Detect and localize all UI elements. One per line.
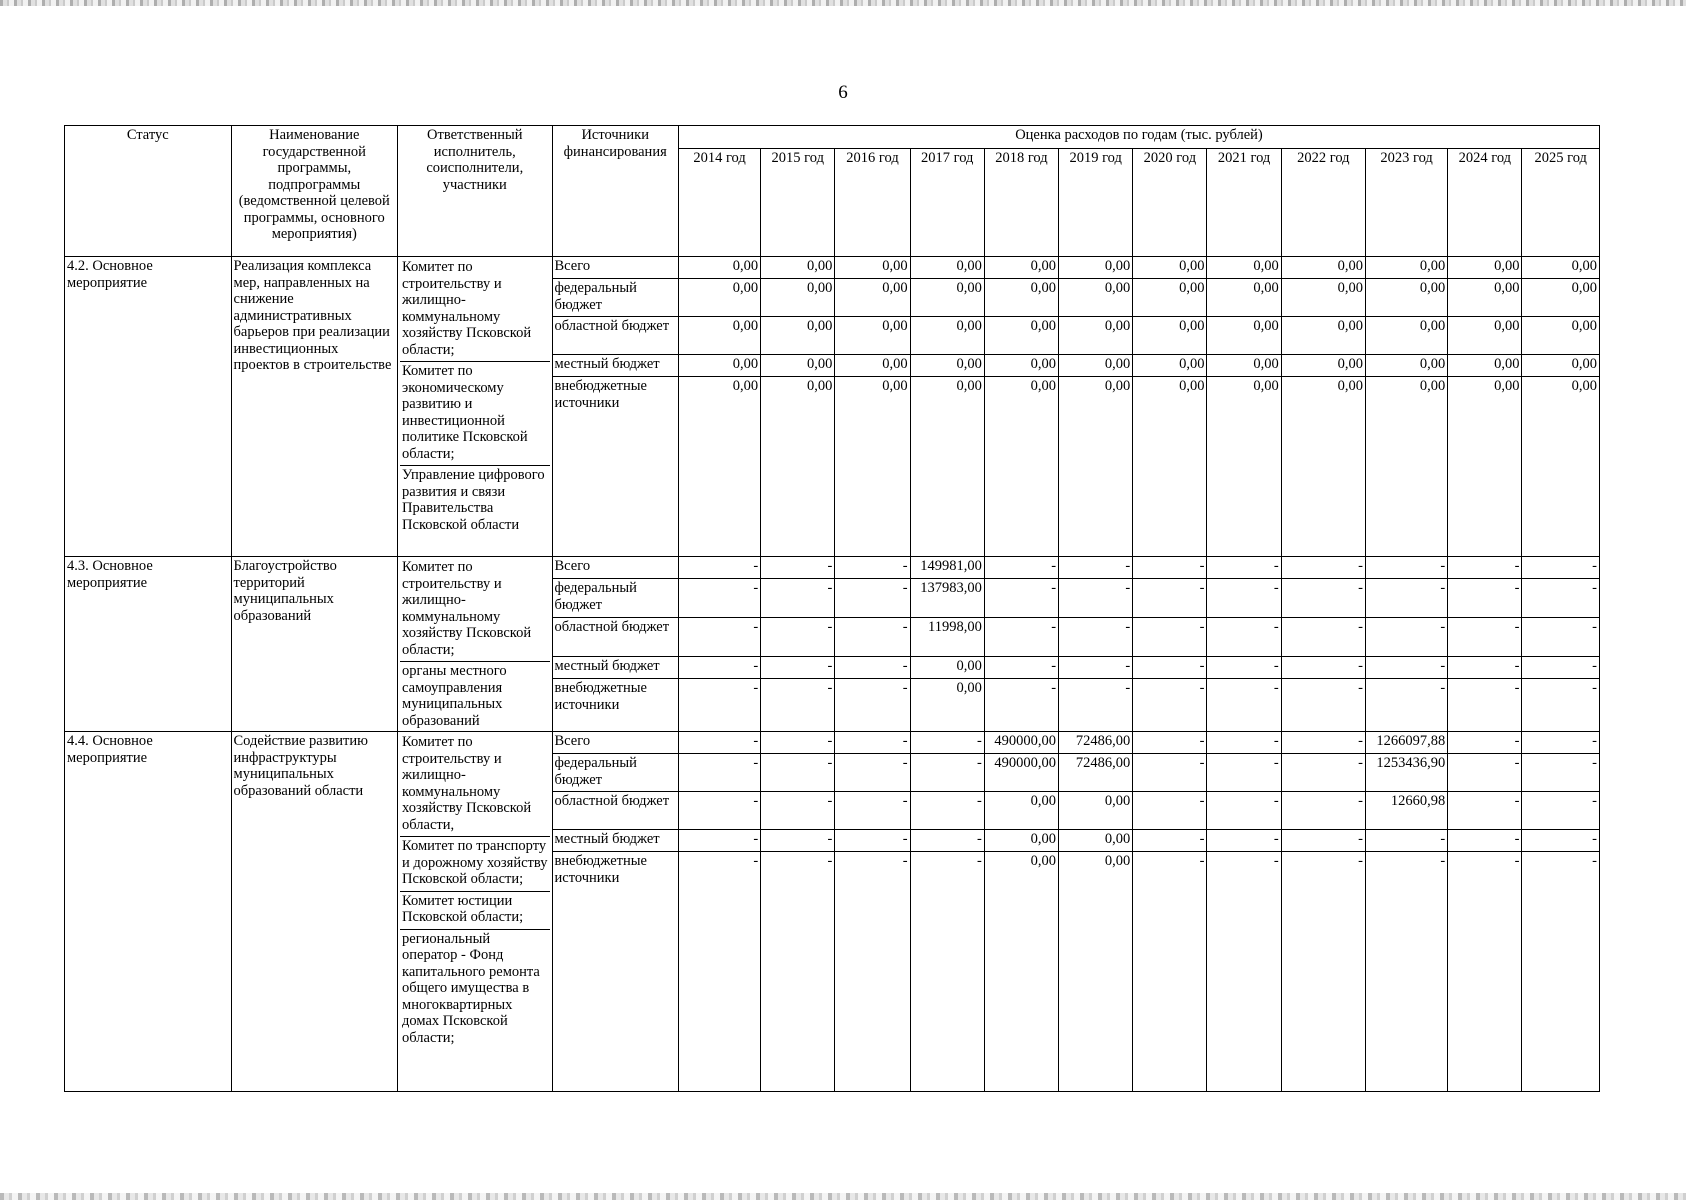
executor-cell: [398, 732, 552, 1092]
value-cell: -: [678, 732, 760, 754]
value-cell: -: [1448, 679, 1522, 732]
year-header: 2023 год: [1365, 149, 1447, 257]
value-cell: -: [910, 754, 984, 792]
value-cell: 0,00: [1059, 279, 1133, 317]
value-cell: 1266097,88: [1365, 732, 1447, 754]
year-header: 2021 год: [1207, 149, 1281, 257]
source-cell: областной бюджет: [552, 792, 678, 830]
header-row-top: [65, 126, 1600, 149]
value-cell: 0,00: [984, 257, 1058, 279]
value-cell: 0,00: [1059, 830, 1133, 852]
value-cell: 0,00: [835, 279, 910, 317]
value-cell: -: [910, 792, 984, 830]
value-cell: -: [1207, 792, 1281, 830]
executor-item: Комитет по транспорту и дорожному хозяйству Псковской области;: [400, 836, 549, 889]
value-cell: -: [761, 557, 835, 579]
value-cell: 0,00: [1059, 852, 1133, 1092]
value-cell: -: [1448, 618, 1522, 657]
value-cell: -: [678, 557, 760, 579]
value-cell: 0,00: [1059, 355, 1133, 377]
value-cell: -: [835, 618, 910, 657]
program-name-cell: Содействие развитию инфраструктуры муниципальных образований области: [231, 732, 398, 1092]
status-cell: 4.4. Основное мероприятие: [65, 732, 232, 1092]
value-cell: -: [761, 579, 835, 618]
year-header: 2016 год: [835, 149, 910, 257]
value-cell: 0,00: [678, 317, 760, 355]
value-cell: -: [910, 852, 984, 1092]
value-cell: -: [1059, 557, 1133, 579]
value-cell: 0,00: [1365, 317, 1447, 355]
value-cell: 0,00: [910, 377, 984, 557]
value-cell: 11998,00: [910, 618, 984, 657]
year-header: 2020 год: [1133, 149, 1207, 257]
value-cell: 0,00: [1207, 377, 1281, 557]
executor-item: Комитет по строительству и жилищно-коммунальному хозяйству Псковской области;: [402, 259, 532, 358]
value-cell: -: [984, 656, 1058, 678]
value-cell: 0,00: [1448, 279, 1522, 317]
value-cell: -: [1448, 852, 1522, 1092]
value-cell: 0,00: [1281, 355, 1365, 377]
value-cell: 0,00: [761, 355, 835, 377]
value-cell: 0,00: [761, 317, 835, 355]
value-cell: -: [1365, 679, 1447, 732]
value-cell: 0,00: [984, 355, 1058, 377]
value-cell: -: [835, 852, 910, 1092]
header-sources: Источники финансирования: [552, 126, 678, 257]
value-cell: -: [1281, 732, 1365, 754]
page-number: 6: [838, 82, 848, 103]
value-cell: -: [1207, 656, 1281, 678]
value-cell: 0,00: [761, 257, 835, 279]
value-cell: -: [1207, 618, 1281, 657]
value-cell: 0,00: [984, 279, 1058, 317]
value-cell: -: [678, 792, 760, 830]
value-cell: 0,00: [1448, 377, 1522, 557]
value-cell: 0,00: [835, 257, 910, 279]
value-cell: -: [1448, 579, 1522, 618]
value-cell: -: [1365, 852, 1447, 1092]
value-cell: -: [1133, 618, 1207, 657]
value-cell: -: [1522, 732, 1600, 754]
value-cell: -: [1059, 579, 1133, 618]
value-cell: 0,00: [910, 656, 984, 678]
value-cell: -: [1207, 557, 1281, 579]
header-estimate: Оценка расходов по годам (тыс. рублей): [678, 126, 1599, 149]
value-cell: -: [1522, 579, 1600, 618]
value-cell: -: [1207, 732, 1281, 754]
value-cell: -: [1281, 656, 1365, 678]
source-cell: местный бюджет: [552, 830, 678, 852]
source-cell: федеральный бюджет: [552, 579, 678, 618]
value-cell: 72486,00: [1059, 732, 1133, 754]
source-cell: областной бюджет: [552, 317, 678, 355]
source-cell: федеральный бюджет: [552, 754, 678, 792]
value-cell: -: [1448, 732, 1522, 754]
value-cell: 1253436,90: [1365, 754, 1447, 792]
value-cell: 0,00: [835, 355, 910, 377]
value-cell: -: [678, 754, 760, 792]
status-cell: 4.2. Основное мероприятие: [65, 257, 232, 557]
value-cell: -: [910, 830, 984, 852]
value-cell: -: [1522, 557, 1600, 579]
value-cell: -: [984, 557, 1058, 579]
value-cell: -: [761, 830, 835, 852]
value-cell: -: [1281, 830, 1365, 852]
value-cell: -: [1365, 557, 1447, 579]
program-name-cell: Реализация комплекса мер, направленных на снижение административных барьеров при реализации инвестиционных проектов в строительстве: [231, 257, 398, 557]
program-name-cell: Благоустройство территорий муниципальных образований: [231, 557, 398, 732]
source-cell: местный бюджет: [552, 355, 678, 377]
source-cell: областной бюджет: [552, 618, 678, 657]
value-cell: 0,00: [1059, 377, 1133, 557]
value-cell: -: [1059, 656, 1133, 678]
value-cell: 0,00: [1522, 377, 1600, 557]
value-cell: 0,00: [1207, 279, 1281, 317]
value-cell: 0,00: [1133, 355, 1207, 377]
value-cell: -: [984, 618, 1058, 657]
value-cell: -: [678, 618, 760, 657]
executor-item: Управление цифрового развития и связи Правительства Псковской области: [400, 465, 549, 534]
value-cell: -: [1365, 579, 1447, 618]
value-cell: -: [761, 792, 835, 830]
value-cell: 137983,00: [910, 579, 984, 618]
value-cell: 0,00: [910, 279, 984, 317]
value-cell: -: [761, 618, 835, 657]
value-cell: -: [1133, 754, 1207, 792]
header-program: Наименование государственной программы, подпрограммы (ведомственной целевой программы, основного мероприятия): [231, 126, 398, 257]
data-row: [65, 557, 1600, 579]
value-cell: 0,00: [1207, 355, 1281, 377]
value-cell: -: [1133, 732, 1207, 754]
value-cell: -: [835, 830, 910, 852]
value-cell: -: [984, 579, 1058, 618]
value-cell: -: [835, 656, 910, 678]
value-cell: 0,00: [910, 355, 984, 377]
value-cell: -: [1522, 754, 1600, 792]
value-cell: 0,00: [1281, 257, 1365, 279]
value-cell: 0,00: [984, 852, 1058, 1092]
value-cell: -: [1133, 656, 1207, 678]
source-cell: местный бюджет: [552, 656, 678, 678]
value-cell: -: [1133, 792, 1207, 830]
source-cell: внебюджетные источники: [552, 679, 678, 732]
source-cell: внебюджетные источники: [552, 377, 678, 557]
value-cell: 0,00: [678, 377, 760, 557]
value-cell: -: [1133, 679, 1207, 732]
value-cell: 0,00: [1365, 257, 1447, 279]
value-cell: 0,00: [835, 317, 910, 355]
value-cell: 0,00: [1448, 355, 1522, 377]
value-cell: -: [761, 656, 835, 678]
value-cell: -: [761, 732, 835, 754]
value-cell: -: [1207, 830, 1281, 852]
value-cell: -: [1365, 656, 1447, 678]
value-cell: -: [835, 579, 910, 618]
data-row: [65, 257, 1600, 279]
header-status: Статус: [65, 126, 232, 257]
value-cell: 0,00: [835, 377, 910, 557]
value-cell: -: [678, 830, 760, 852]
value-cell: 0,00: [984, 377, 1058, 557]
source-cell: Всего: [552, 557, 678, 579]
value-cell: -: [1522, 656, 1600, 678]
value-cell: -: [1133, 557, 1207, 579]
value-cell: 0,00: [984, 792, 1058, 830]
value-cell: -: [1448, 830, 1522, 852]
data-row: [65, 732, 1600, 754]
value-cell: 0,00: [1133, 279, 1207, 317]
value-cell: -: [678, 579, 760, 618]
year-header: 2014 год: [678, 149, 760, 257]
value-cell: 0,00: [1133, 317, 1207, 355]
year-header: 2017 год: [910, 149, 984, 257]
status-cell: 4.3. Основное мероприятие: [65, 557, 232, 732]
year-header: 2025 год: [1522, 149, 1600, 257]
executor-item: Комитет юстиции Псковской области;: [400, 891, 549, 927]
value-cell: -: [678, 679, 760, 732]
value-cell: -: [1133, 830, 1207, 852]
value-cell: 0,00: [984, 317, 1058, 355]
value-cell: -: [1133, 579, 1207, 618]
value-cell: 0,00: [1133, 377, 1207, 557]
value-cell: -: [1059, 679, 1133, 732]
executor-cell: [398, 557, 552, 732]
value-cell: 0,00: [1207, 317, 1281, 355]
scan-edge-top: [0, 0, 1686, 6]
executor-item: Комитет по строительству и жилищно-коммунальному хозяйству Псковской области;: [402, 559, 532, 658]
value-cell: -: [1522, 792, 1600, 830]
value-cell: 0,00: [1281, 279, 1365, 317]
value-cell: -: [1207, 754, 1281, 792]
year-header: 2019 год: [1059, 149, 1133, 257]
value-cell: -: [761, 679, 835, 732]
year-header: 2015 год: [761, 149, 835, 257]
value-cell: 0,00: [910, 679, 984, 732]
value-cell: 0,00: [1522, 355, 1600, 377]
value-cell: -: [1281, 852, 1365, 1092]
value-cell: -: [1281, 792, 1365, 830]
year-header: 2024 год: [1448, 149, 1522, 257]
value-cell: 0,00: [1365, 279, 1447, 317]
value-cell: 0,00: [761, 377, 835, 557]
value-cell: -: [1281, 557, 1365, 579]
source-cell: внебюджетные источники: [552, 852, 678, 1092]
value-cell: 0,00: [678, 279, 760, 317]
value-cell: -: [678, 656, 760, 678]
value-cell: 0,00: [1207, 257, 1281, 279]
value-cell: -: [1448, 792, 1522, 830]
value-cell: -: [761, 852, 835, 1092]
value-cell: -: [835, 557, 910, 579]
value-cell: 0,00: [1133, 257, 1207, 279]
value-cell: -: [1281, 579, 1365, 618]
table-body: [65, 257, 1600, 1092]
value-cell: 0,00: [761, 279, 835, 317]
value-cell: 0,00: [984, 830, 1058, 852]
value-cell: 490000,00: [984, 732, 1058, 754]
value-cell: -: [1207, 679, 1281, 732]
value-cell: 0,00: [1059, 257, 1133, 279]
value-cell: 72486,00: [1059, 754, 1133, 792]
value-cell: 149981,00: [910, 557, 984, 579]
value-cell: -: [1281, 754, 1365, 792]
value-cell: -: [835, 679, 910, 732]
scan-edge-bottom: [0, 1193, 1686, 1200]
year-header: 2018 год: [984, 149, 1058, 257]
budget-table: [64, 125, 1600, 1092]
value-cell: 0,00: [1281, 317, 1365, 355]
value-cell: 0,00: [1522, 257, 1600, 279]
value-cell: 0,00: [1365, 355, 1447, 377]
value-cell: 0,00: [1522, 279, 1600, 317]
value-cell: -: [835, 754, 910, 792]
value-cell: 490000,00: [984, 754, 1058, 792]
value-cell: 0,00: [678, 355, 760, 377]
value-cell: -: [910, 732, 984, 754]
source-cell: Всего: [552, 732, 678, 754]
value-cell: -: [1522, 830, 1600, 852]
value-cell: -: [1365, 618, 1447, 657]
year-header: 2022 год: [1281, 149, 1365, 257]
value-cell: 0,00: [678, 257, 760, 279]
value-cell: -: [1522, 618, 1600, 657]
value-cell: 0,00: [910, 317, 984, 355]
executor-item: Комитет по строительству и жилищно-коммунальному хозяйству Псковской области,: [402, 734, 532, 833]
value-cell: 0,00: [1281, 377, 1365, 557]
source-cell: федеральный бюджет: [552, 279, 678, 317]
value-cell: -: [1522, 679, 1600, 732]
source-cell: Всего: [552, 257, 678, 279]
executor-item: органы местного самоуправления муниципальных образований: [400, 661, 549, 730]
value-cell: -: [761, 754, 835, 792]
executor-item: региональный оператор - Фонд капитального ремонта общего имущества в многоквартирных домах Псковской области;: [400, 929, 549, 1048]
value-cell: -: [1059, 618, 1133, 657]
value-cell: -: [1522, 852, 1600, 1092]
value-cell: -: [1448, 754, 1522, 792]
value-cell: -: [984, 679, 1058, 732]
value-cell: 0,00: [1059, 792, 1133, 830]
value-cell: -: [1448, 557, 1522, 579]
value-cell: -: [1133, 852, 1207, 1092]
value-cell: -: [1448, 656, 1522, 678]
header-executor: Ответственный исполнитель, соисполнители, участники: [398, 126, 552, 257]
executor-cell: [398, 257, 552, 557]
value-cell: 0,00: [910, 257, 984, 279]
value-cell: -: [835, 792, 910, 830]
value-cell: -: [1281, 679, 1365, 732]
value-cell: 12660,98: [1365, 792, 1447, 830]
value-cell: -: [1207, 852, 1281, 1092]
value-cell: -: [1207, 579, 1281, 618]
value-cell: 0,00: [1448, 257, 1522, 279]
value-cell: -: [678, 852, 760, 1092]
value-cell: 0,00: [1059, 317, 1133, 355]
value-cell: -: [835, 732, 910, 754]
value-cell: -: [1281, 618, 1365, 657]
value-cell: -: [1365, 830, 1447, 852]
value-cell: 0,00: [1522, 317, 1600, 355]
value-cell: 0,00: [1365, 377, 1447, 557]
value-cell: 0,00: [1448, 317, 1522, 355]
executor-item: Комитет по экономическому развитию и инвестиционной политике Псковской области;: [400, 361, 549, 463]
